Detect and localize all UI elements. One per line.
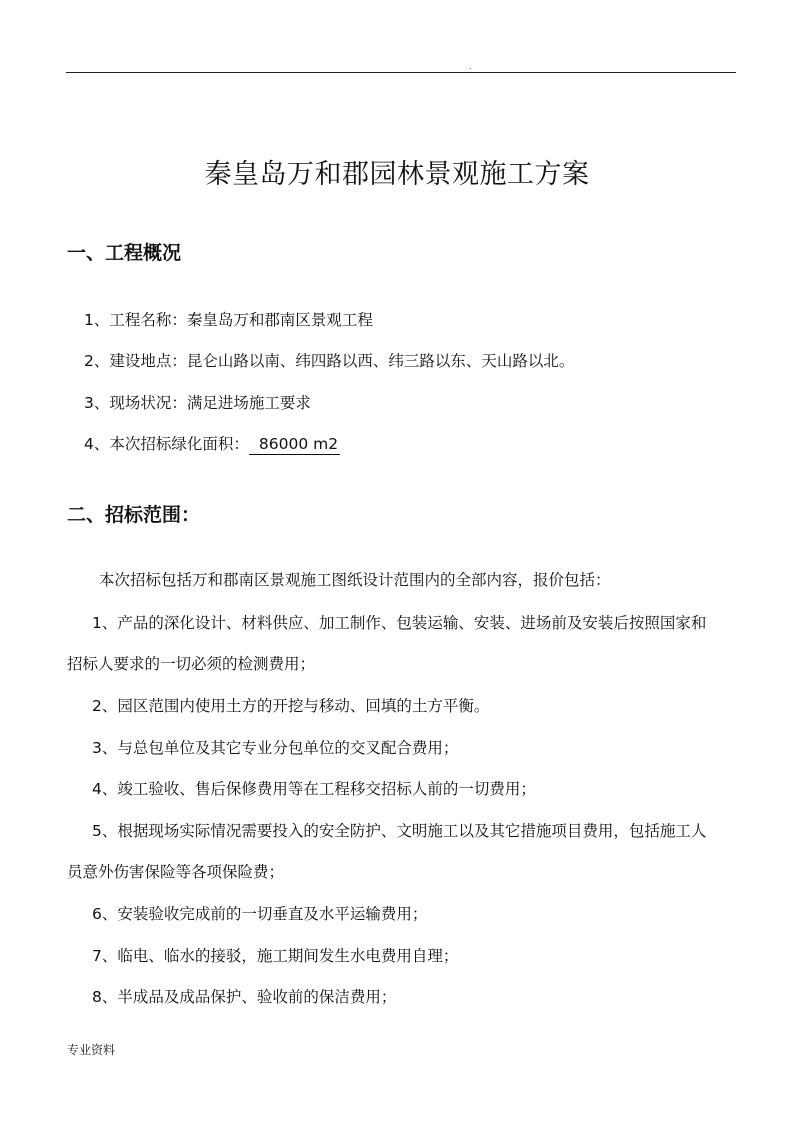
- scope-intro: 本次招标包括万和郡南区景观施工图纸设计范围内的全部内容，报价包括：: [99, 571, 611, 589]
- site-status-line: 3、现场状况：满足进场施工要求: [84, 394, 311, 412]
- scope-item-3: 3、与总包单位及其它专业分包单位的交叉配合费用；: [92, 739, 459, 757]
- scope-item-8: 8、半成品及成品保护、验收前的保洁费用；: [92, 988, 397, 1006]
- scope-item-5-cont: 员意外伤害保险等各项保险费；: [67, 863, 285, 881]
- section-heading-scope: 二、招标范围：: [67, 504, 201, 526]
- footer-label: 专业资料: [67, 1043, 116, 1057]
- header-mark: .: [469, 62, 472, 71]
- green-area-line: [84, 432, 340, 455]
- scope-item-2: 2、园区范围内使用土方的开挖与移动、回填的土方平衡。: [92, 697, 490, 715]
- scope-item-1: 1、产品的深化设计、材料供应、加工制作、包装运输、安装、进场前及安装后按照国家和: [92, 614, 707, 632]
- section-heading-overview: 一、工程概况: [67, 242, 182, 264]
- project-name-line: 1、工程名称：秦皇岛万和郡南区景观工程: [84, 311, 373, 329]
- scope-item-5: 5、根据现场实际情况需要投入的安全防护、文明施工以及其它措施项目费用，包括施工人: [92, 822, 707, 840]
- scope-item-1-cont: 招标人要求的一切必须的检测费用；: [67, 655, 316, 673]
- green-area-label: 4、本次招标绿化面积：: [84, 435, 249, 453]
- scope-item-7: 7、临电、临水的接驳，施工期间发生水电费用自理；: [92, 947, 459, 965]
- header-rule: [66, 72, 736, 73]
- document-title: 秦皇岛万和郡园林景观施工方案: [204, 159, 590, 190]
- green-area-value: 86000 m2: [249, 435, 340, 455]
- scope-item-6: 6、安装验收完成前的一切垂直及水平运输费用；: [92, 905, 428, 923]
- scope-item-4: 4、竣工验收、售后保修费用等在工程移交招标人前的一切费用；: [92, 780, 536, 798]
- project-location-line: 2、建设地点：昆仑山路以南、纬四路以西、纬三路以东、天山路以北。: [84, 352, 575, 370]
